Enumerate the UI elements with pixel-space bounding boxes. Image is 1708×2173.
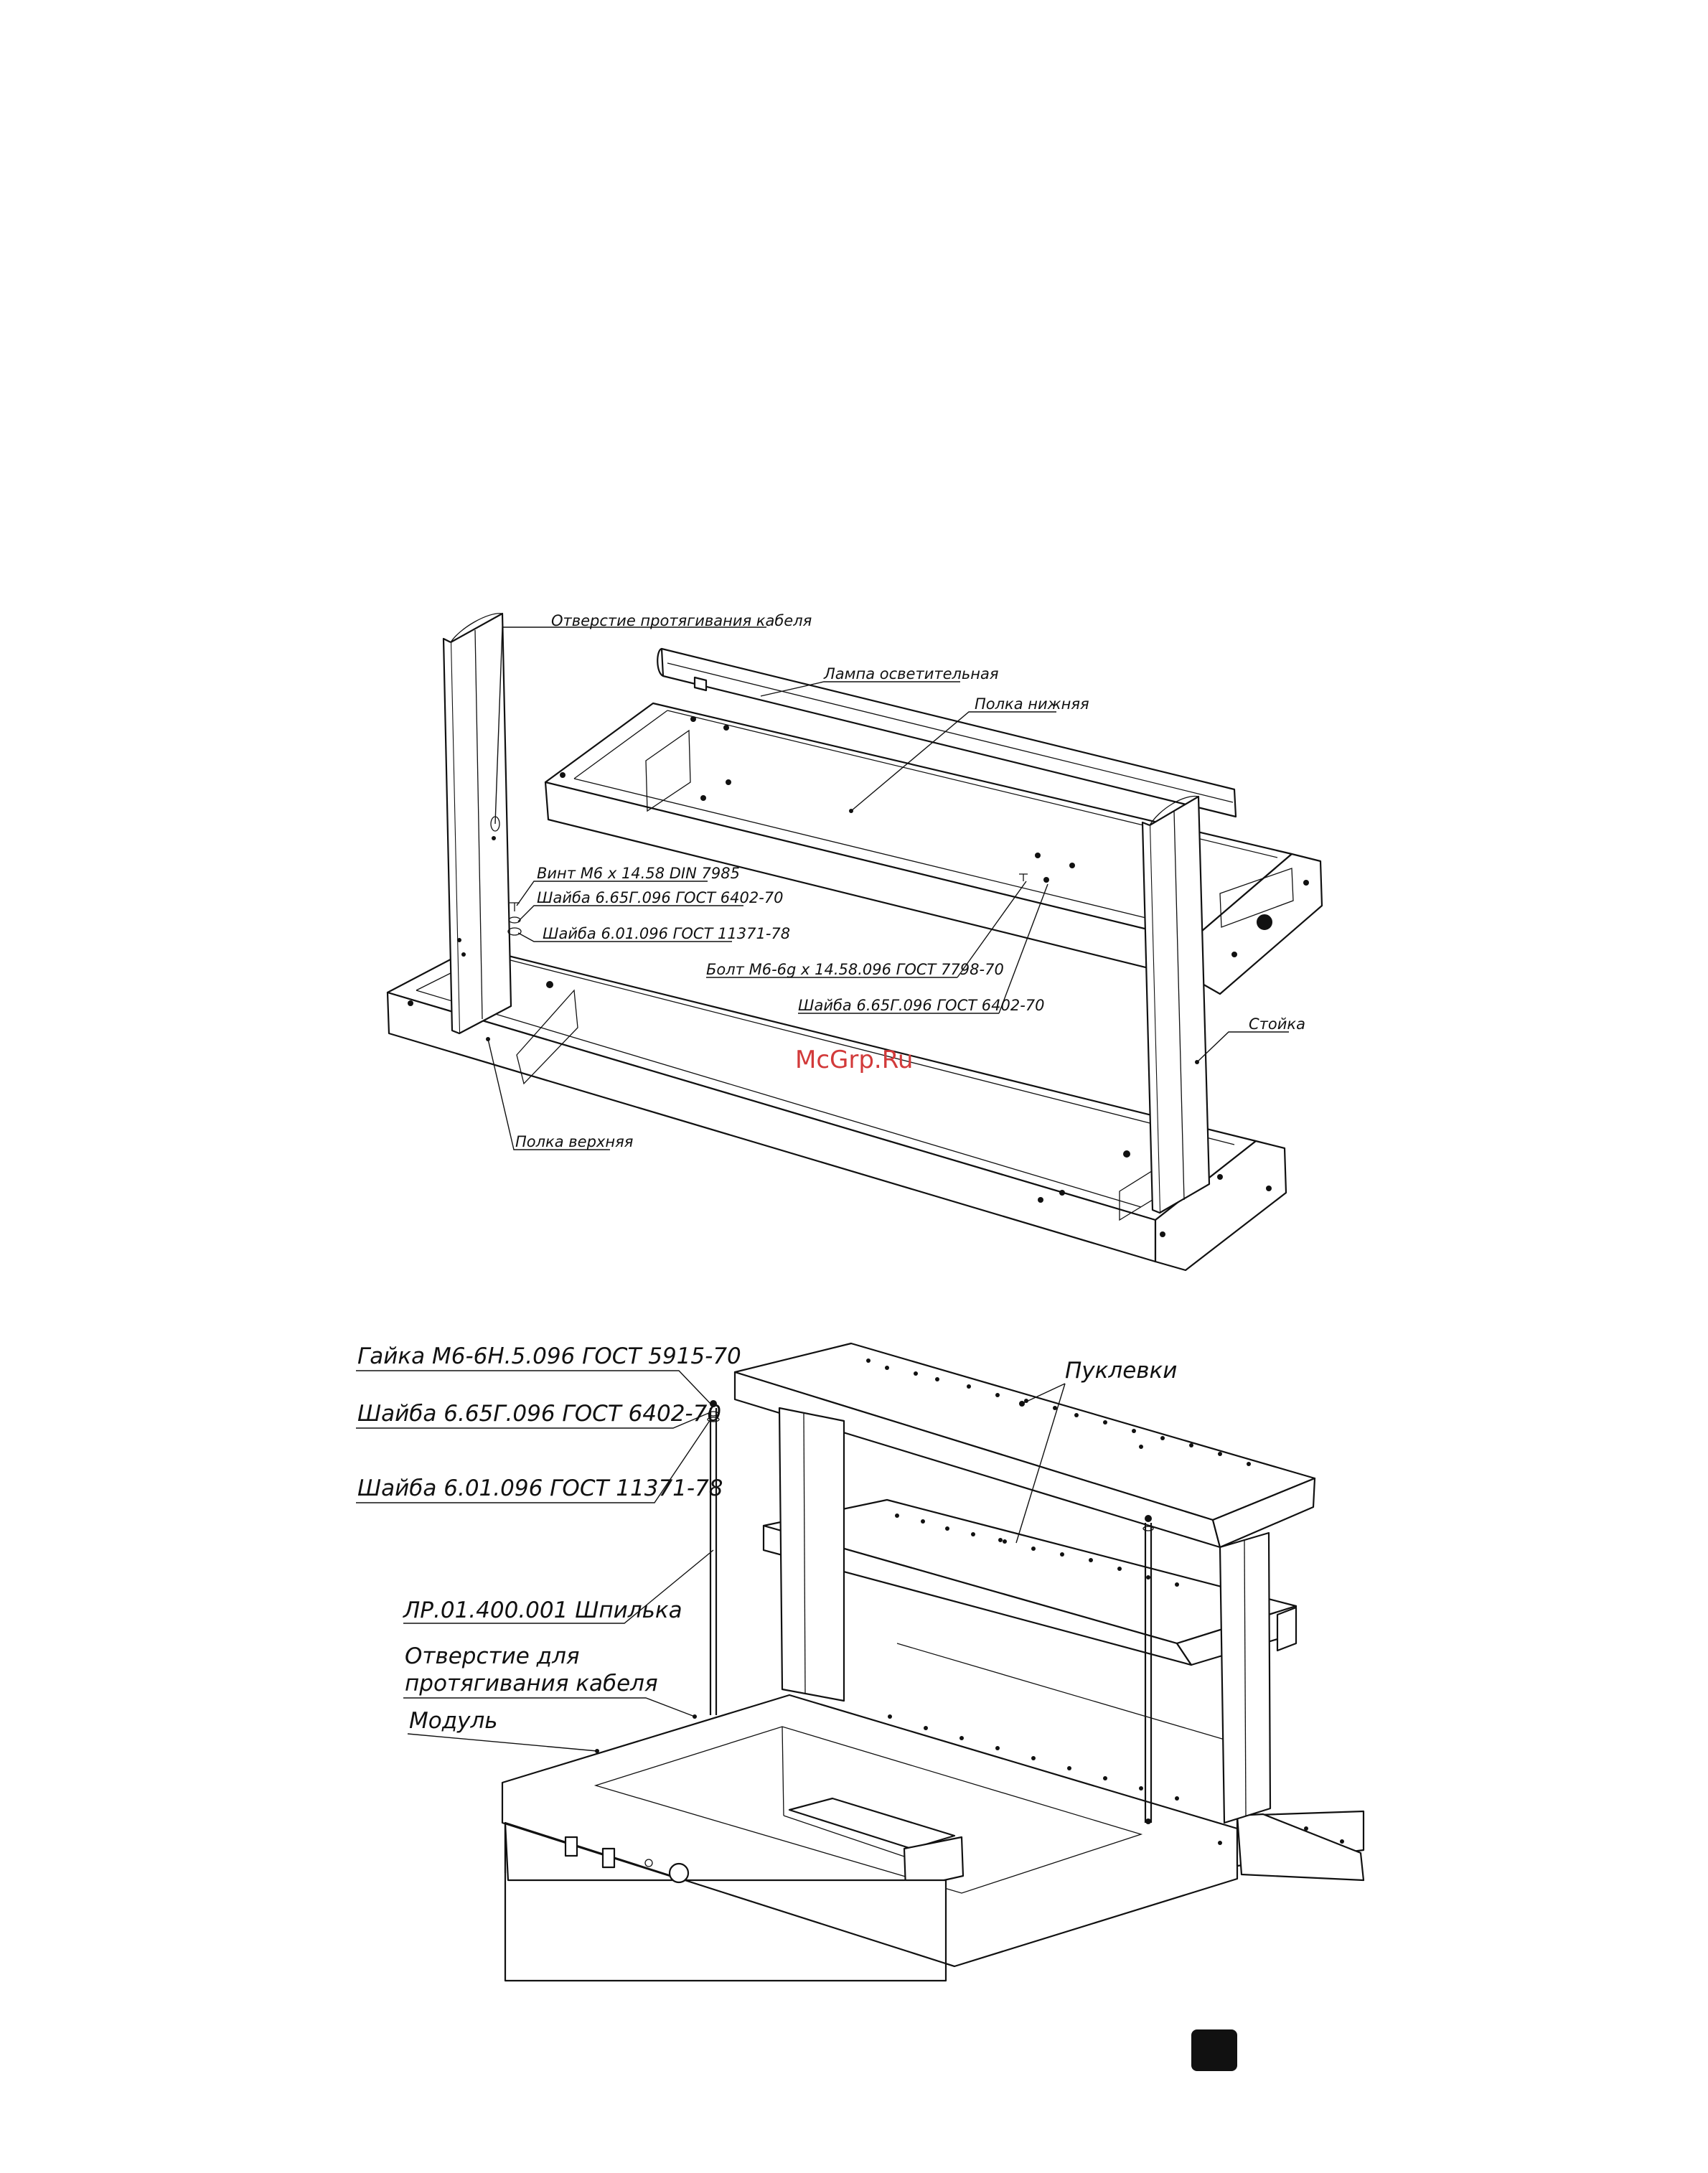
- callout-stud: ЛР.01.400.001 Шпилька: [403, 1597, 682, 1623]
- callout-cable-hole-line1: Отверстие для: [405, 1643, 580, 1669]
- upper-assembly-drawing: [388, 612, 1322, 1270]
- callout-washer-flat: Шайба 6.01.096 ГОСТ 11371-78: [357, 1475, 723, 1501]
- callout-cable-hole: Отверстие протягивания кабеля: [551, 612, 812, 629]
- callout-post: Стойка: [1249, 1015, 1305, 1033]
- callout-lower-shelf: Полка нижняя: [975, 695, 1089, 713]
- watermark: McGrp.Ru: [795, 1046, 914, 1074]
- callout-upper-shelf: Полка верхняя: [515, 1133, 634, 1150]
- lower-shelf: [545, 703, 1322, 994]
- right-post: [1142, 797, 1209, 1213]
- callout-nut: Гайка М6-6Н.5.096 ГОСТ 5915-70: [357, 1343, 741, 1369]
- callout-washer-spring-b: Шайба 6.65Г.096 ГОСТ 6402-70: [798, 997, 1045, 1014]
- callout-washer-spring-a: Шайба 6.65Г.096 ГОСТ 6402-70: [537, 889, 784, 906]
- callout-washer-flat: Шайба 6.01.096 ГОСТ 11371-78: [543, 925, 791, 942]
- callout-bolt: Болт М6-6g х 14.58.096 ГОСТ 7798-70: [706, 961, 1004, 978]
- page-marker: [1191, 2029, 1237, 2071]
- callout-washer-spring: Шайба 6.65Г.096 ГОСТ 6402-70: [357, 1401, 722, 1427]
- callout-module: Модуль: [409, 1708, 498, 1734]
- callout-lamp: Лампа осветительная: [824, 665, 999, 682]
- callout-rivets: Пуклевки: [1065, 1358, 1178, 1384]
- lower-assembly-drawing: [356, 1343, 1364, 1981]
- callout-screw: Винт М6 х 14.58 DIN 7985: [537, 865, 740, 882]
- callout-cable-hole-line2: протягивания кабеля: [405, 1671, 658, 1696]
